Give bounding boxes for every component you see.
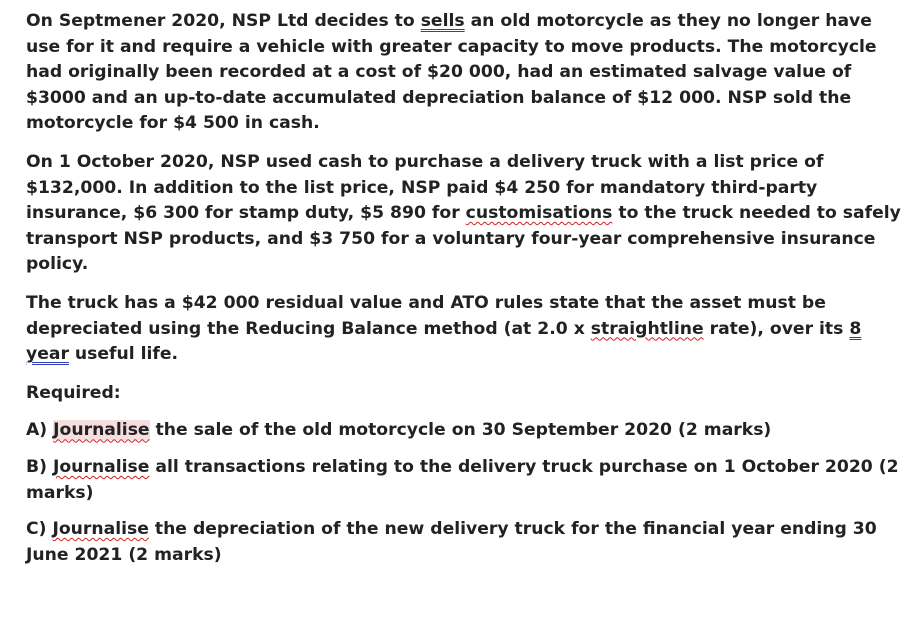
question-prefix: B) xyxy=(26,456,53,477)
text-run: On 1 October 2020, NSP used cash to purchase a delivery truck with a list price of $132,000. In addition to the list price, NSP paid $4 250 for mandatory third-party insurance, $6 300 for stamp duty, $5 890 for xyxy=(26,151,824,224)
text-run: useful life. xyxy=(68,344,179,365)
text-run: The truck has a $42 000 residual value and ATO rules state that the asset must be depreciated using the Reducing Balance method (at 2.0 x xyxy=(26,292,826,339)
text-run: to the truck needed to safely transport NSP products, and $3 750 for a voluntary four-year comprehensive insurance policy. xyxy=(26,203,901,275)
text-run: an old motorcycle as they no longer have use for it and require a vehicle with greater capacity to move products. The motorcycle had originally been recorded at a cost of $20 000, had an estimated salvage value of $3000 and an up-to-date accumulated depreciation balance of $12 000. NSP sold the motorcycle for $4 500 in cash. xyxy=(26,11,877,134)
paragraph-truck-purchase xyxy=(26,150,906,278)
question-text: the depreciation of the new delivery truck for the financial year ending 30 June 2021 (2 marks) xyxy=(26,519,877,565)
document-body xyxy=(26,9,906,579)
text-run: On Septmener 2020, NSP Ltd decides to xyxy=(26,11,421,31)
paragraph-motorcycle-sale xyxy=(26,9,906,137)
text-run: rate), over its xyxy=(703,318,850,339)
required-heading: Required: xyxy=(26,382,121,403)
spelling-flagged-word[interactable]: Journalise xyxy=(52,456,150,477)
question-text: all transactions relating to the delivery truck purchase on 1 October 2020 (2 marks) xyxy=(26,456,899,503)
question-text: the sale of the old motorcycle on 30 September 2020 (2 marks) xyxy=(149,420,772,441)
paragraph-truck-depreciation xyxy=(26,291,906,368)
question-prefix: A) xyxy=(26,420,54,441)
grammar-flagged-word[interactable]: 8 year xyxy=(26,318,862,365)
spelling-flagged-word[interactable]: Journalise xyxy=(53,420,150,441)
question-b xyxy=(26,455,906,506)
spelling-flagged-word[interactable]: Journalise xyxy=(52,519,149,540)
question-prefix: C) xyxy=(26,519,53,540)
grammar-flagged-word[interactable]: sells xyxy=(420,11,465,31)
spelling-flagged-word[interactable]: straightline xyxy=(590,318,704,339)
spelling-flagged-word[interactable]: customisations xyxy=(465,203,613,224)
question-c xyxy=(26,517,906,568)
question-a xyxy=(26,418,906,444)
